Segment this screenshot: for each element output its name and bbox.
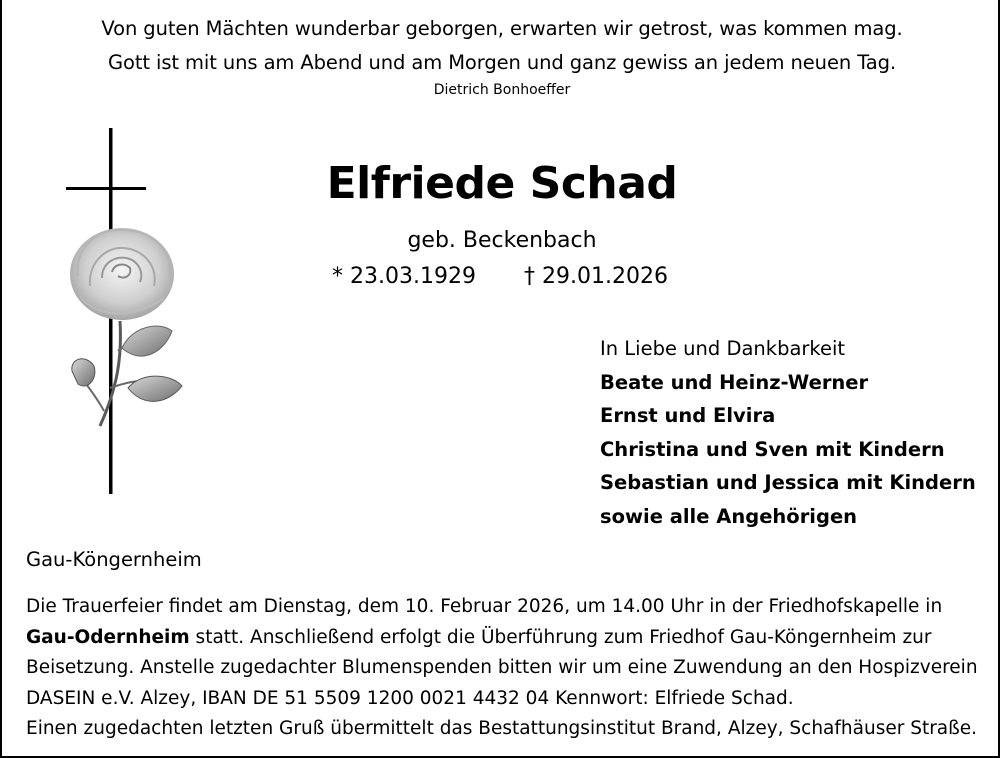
quote-author: Dietrich Bonhoeffer: [433, 82, 571, 98]
notice-line-2: [26, 623, 986, 654]
mourner-name: Ernst und Elvira: [600, 404, 776, 427]
quote-line-2: Gott ist mit uns am Abend und am Morgen und ganz gewiss an jedem neuen Tag.: [107, 51, 897, 74]
funeral-notice-text: [26, 592, 986, 745]
mourners-intro: In Liebe und Dankbarkeit: [600, 337, 846, 360]
deceased-name: Elfriede Schad: [326, 158, 678, 209]
mourner-name: Beate und Heinz-Werner: [600, 370, 869, 394]
mourner-name: sowie alle Angehörigen: [600, 504, 858, 528]
mourner-name: Christina und Sven mit Kindern: [600, 437, 945, 461]
mourner-name: Sebastian und Jessica mit Kindern: [600, 471, 976, 494]
quote-line-1: Von guten Mächten wunderbar geborgen, erwarten wir getrost, was kommen mag.: [101, 17, 903, 40]
notice-line-5: Einen zugedachten letzten Gruß übermittelt das Bestattungsinstitut Brand, Alzey, Schafhäuser Straße.: [26, 718, 978, 739]
ceremony-location: Gau-Odernheim: [26, 626, 190, 648]
notice-line-1: Die Trauerfeier findet am Dienstag, dem 10. Februar 2026, um 14.00 Uhr in der Friedhofskapelle in: [26, 596, 943, 617]
maiden-name: geb. Beckenbach: [407, 228, 597, 253]
notice-line-2-rest: statt. Anschließend erfolgt die Überführung zum Friedhof Gau-Köngernheim zur: [189, 626, 932, 648]
mourners-list: [600, 332, 976, 533]
place-name: Gau-Köngernheim: [26, 548, 202, 571]
birth-date: * 23.03.1929: [332, 264, 476, 289]
death-date: † 29.01.2026: [524, 264, 668, 289]
notice-line-4: DASEIN e.V. Alzey, IBAN DE 51 5509 1200 0021 4432 04 Kennwort: Elfriede Schad.: [26, 687, 794, 709]
notice-line-3: Beisetzung. Anstelle zugedachter Blumenspenden bitten wir um eine Zuwendung an den Hospizverein: [26, 657, 978, 678]
